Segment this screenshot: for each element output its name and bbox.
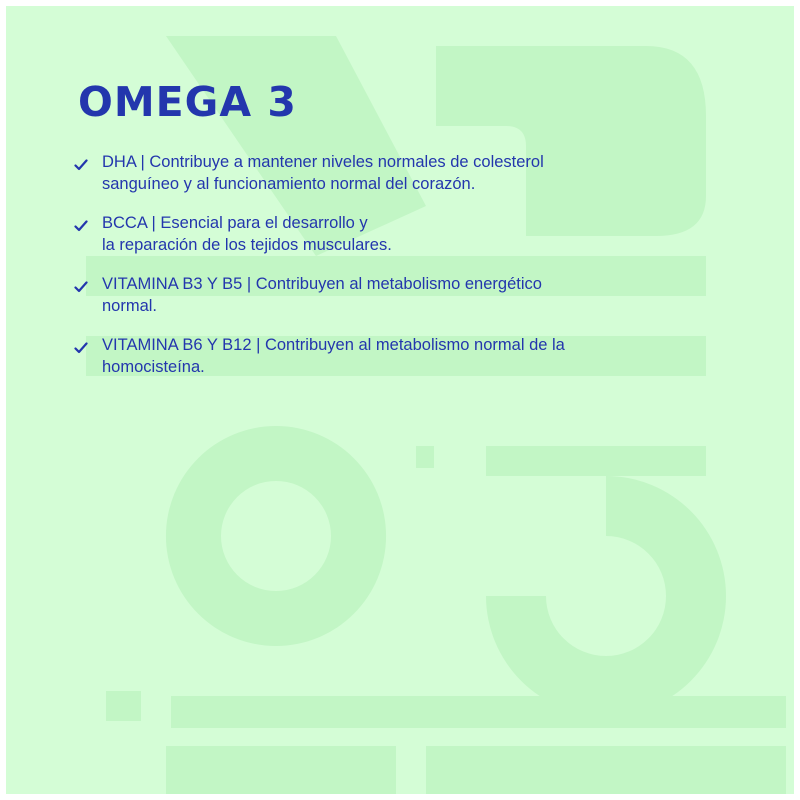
benefit-text: VITAMINA B6 Y B12 | Contribuyen al metabolismo normal de la homocisteína.: [102, 336, 565, 376]
check-icon: [74, 159, 88, 171]
benefit-text: DHA | Contribuye a mantener niveles normales de colesterol sanguíneo y al funcionamiento normal del corazón.: [102, 153, 544, 193]
check-icon: [74, 281, 88, 293]
list-item: [72, 212, 752, 256]
check-icon: [74, 220, 88, 232]
product-card: [6, 6, 794, 794]
benefit-text: BCCA | Esencial para el desarrollo y la reparación de los tejidos musculares.: [102, 214, 392, 254]
list-item: [72, 151, 752, 195]
product-title: OMEGA 3: [78, 78, 297, 126]
list-item: [72, 334, 752, 378]
benefit-text: VITAMINA B3 Y B5 | Contribuyen al metabolismo energético normal.: [102, 275, 542, 315]
check-icon: [74, 342, 88, 354]
list-item: [72, 273, 752, 317]
benefits-list: [72, 151, 752, 395]
